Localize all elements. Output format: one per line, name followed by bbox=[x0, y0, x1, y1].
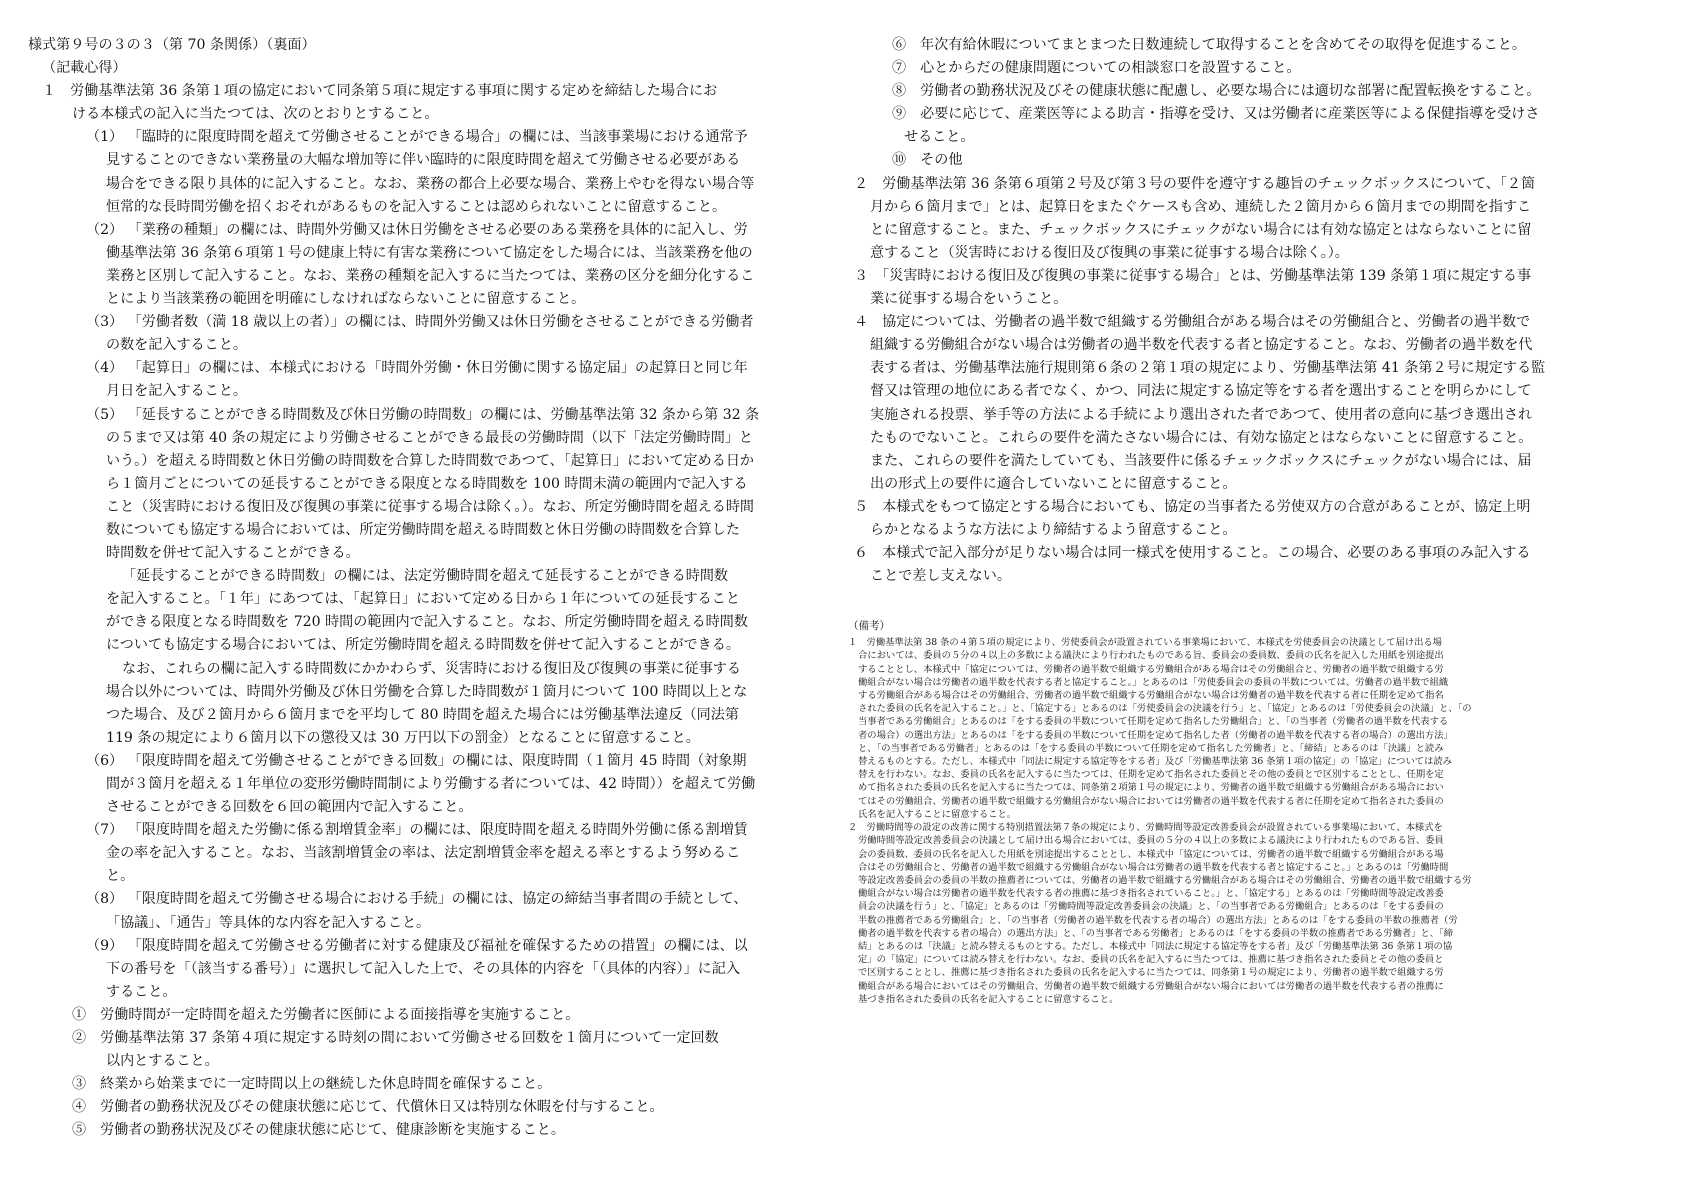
text-line: つた場合、及び２箇月から６箇月までを平均して 80 時間を超えた場合には労働基準法違反（同法第 bbox=[106, 706, 739, 723]
remarks-line: 合はその労働組合と、労働者の過半数で組織する労働組合がない場合は労働者の過半数を代表する者と協定すること。」とあるのは「労働時間 bbox=[858, 861, 1449, 873]
text-line: ⑨ 必要に応じて、産業医等による助言・指導を受け、又は労働者に産業医等による保健指導を受けさ bbox=[892, 106, 1540, 123]
text-line: 時間数を併せて記入することができる。 bbox=[106, 545, 360, 562]
text-line: ける本様式の記入に当たつては、次のとおりとすること。 bbox=[72, 106, 439, 123]
remarks-line: てはその労働組合、労働者の過半数で組織する労働組合がない場合においては労働者の過半数を代表する者に任期を定めて指名された委員の bbox=[858, 795, 1444, 807]
text-line: たものでないこと。これらの要件を満たさない場合には、有効な協定とはならないことに留意すること。 bbox=[870, 429, 1533, 446]
text-line: らかとなるような方法により締結するよう留意すること。 bbox=[870, 521, 1237, 538]
remarks-heading: （備考） bbox=[848, 620, 890, 633]
remarks-line: 氏名を記入することに留意すること。 bbox=[858, 808, 1017, 820]
instructions-right bbox=[848, 34, 1644, 588]
text-line: ⑧ 労働者の勤務状況及びその健康状態に配慮し、必要な場合には適切な部署に配置転換をすること。 bbox=[892, 83, 1541, 100]
text-line: 意すること（災害時における復旧及び復興の事業に従事する場合は除く。）。 bbox=[870, 244, 1349, 261]
text-line: すること。 bbox=[106, 983, 177, 1000]
text-line: 業務と区別して記入すること。なお、業務の種類を記入するに当たつては、業務の区分を細分化するこ bbox=[106, 267, 755, 284]
text-line: （1） 「臨時的に限度時間を超えて労働させることができる場合」の欄には、当該事業場における通常予 bbox=[86, 129, 748, 146]
text-line: ⑤ 労働者の勤務状況及びその健康状態に応じて、健康診断を実施すること。 bbox=[72, 1122, 565, 1139]
remarks-line: された委員の氏名を記入すること。」と、「協定する」とあるのは「労使委員会の決議を行う」と、「協定」とあるのは「労使委員会の決議」と、「の bbox=[858, 703, 1472, 715]
text-line: ⑥ 年次有給休暇についてまとまつた日数連続して取得することを含めてその取得を促進すること。 bbox=[892, 37, 1526, 53]
text-line: 場合をできる限り具体的に記入すること。なお、業務の都合上必要な場合、業務上やむを得ない場合等 bbox=[106, 175, 755, 192]
remarks-line: めて指名された委員の氏名を記入するに当たつては、同条第２項第１号の規定により、労働者の過半数で組織する労働組合がある場合におい bbox=[858, 782, 1444, 794]
remarks-line: 働組合がない場合は労働者の過半数を代表する者の推薦に基づき指名されていること。」と、「協定する」とあるのは「労働時間等設定改善委 bbox=[858, 888, 1444, 900]
remarks-line: 会の委員数、委員の氏名を記入した用紙を別途提出することとし、本様式中「協定については、労働者の過半数で組織する労働組合がある場 bbox=[858, 848, 1444, 860]
text-line: （7） 「限度時間を超えた労働に係る割増賃金率」の欄には、限度時間を超える時間外労働に係る割増賃 bbox=[86, 822, 748, 839]
text-line: 月から６箇月まで」とは、起算日をまたぐケースも含め、連続した２箇月から６箇月までの期間を指すこ bbox=[870, 198, 1532, 215]
text-line: ら１箇月ごとについての延長することができる限度となる時間数を 100 時間未満の範囲内で記入する bbox=[106, 475, 748, 492]
text-line: 恒常的な長時間労働を招くおそれがあるものを記入することは認められないことに留意すること。 bbox=[106, 198, 727, 215]
text-line: ２ 労働基準法第 36 条第６項第２号及び第３号の要件を遵守する趣旨のチェックボックスについて、「２箇 bbox=[854, 175, 1536, 192]
remarks-line: 労働時間等設定改善委員会の決議として届け出る場合においては、委員の５分の４以上の多数による議決により行われたものである旨、委員 bbox=[858, 835, 1444, 847]
text-line: こと（災害時における復旧及び復興の事業に従事する場合は除く。）。なお、所定労働時間を超える時間 bbox=[106, 498, 755, 515]
text-line: 月日を記入すること。 bbox=[106, 383, 247, 400]
text-line: ③ 終業から始業までに一定時間以上の継続した休息時間を確保すること。 bbox=[72, 1076, 552, 1093]
remarks-line: と、「の当事者である労働者」とあるのは「をする委員の半数について任期を定めて指名した労働者」と、「締結」とあるのは「決議」と読み bbox=[858, 742, 1444, 754]
text-line: １ 労働基準法第 36 条第１項の協定において同条第５項に規定する事項に関する定めを締結した場合にお bbox=[42, 83, 718, 100]
text-line: 119 条の規定により６箇月以下の懲役又は 30 万円以下の罰金）となることに留意すること。 bbox=[106, 729, 700, 746]
text-line: ４ 協定については、労働者の過半数で組織する労働組合がある場合はその労働組合と、労働者の過半数で bbox=[854, 314, 1531, 331]
remarks-line: 替えるものとする。ただし、本様式中「同法に規定する協定等をする者」及び「労働基準法第 36 条第１項の協定」の「協定」については読み bbox=[858, 756, 1452, 768]
text-line: 働基準法第 36 条第６項第１号の健康上特に有害な業務について協定をした場合には、当該業務を他の bbox=[106, 244, 753, 261]
text-line: ④ 労働者の勤務状況及びその健康状態に応じて、代償休日又は特別な休暇を付与すること。 bbox=[72, 1099, 664, 1116]
remarks-line: 員会の決議を行う」と、「協定」とあるのは「労働時間等設定改善委員会の決議」と、「の当事者である労働組合」とあるのは「をする委員の bbox=[858, 901, 1444, 913]
remarks-line: １ 労働基準法第 38 条の４第５項の規定により、労使委員会が設置されている事業場において、本様式を労使委員会の決議として届け出る場 bbox=[848, 637, 1442, 649]
text-line: ができる限度となる時間数を 720 時間の範囲内で記入すること。なお、所定労働時間を超える時間数 bbox=[106, 614, 748, 631]
text-line: いう。）を超える時間数と休日労働の時間数を合算した時間数であつて、「起算日」において定める日か bbox=[106, 452, 755, 469]
text-line: ① 労働時間が一定時間を超えた労働者に医師による面接指導を実施すること。 bbox=[72, 1006, 580, 1023]
text-line: の５まで又は第 40 条の規定により労働させることができる最長の労働時間（以下「法定労働時間」と bbox=[106, 429, 754, 446]
text-line: ３ 「災害時における復旧及び復興の事業に従事する場合」とは、労働基準法第 139 条第１項に規定する事 bbox=[854, 267, 1532, 284]
remarks-line: 働組合がある場合においてはその労働組合、労働者の過半数で組織する労働組合がない場合においては労働者の過半数を代表する者の推薦に bbox=[858, 980, 1444, 992]
text-line: 督又は管理の地位にある者でなく、かつ、同法に規定する協定等をする者を選出することを明らかにして bbox=[870, 383, 1532, 400]
text-line: 以内とすること。 bbox=[106, 1053, 219, 1070]
text-line: の数を記入すること。 bbox=[106, 337, 247, 354]
text-line: 表する者は、労働基準法施行規則第６条の２第１項の規定により、労働基準法第 41 条第２号に規定する監 bbox=[870, 360, 1546, 377]
remarks-line: することとし、本様式中「協定については、労働者の過半数で組織する労働組合がある場合はその労働組合と、労働者の過半数で組織する労 bbox=[858, 663, 1444, 675]
remarks-body bbox=[848, 636, 1644, 1006]
text-line: 見することのできない業務量の大幅な増加等に伴い臨時的に限度時間を超えて労働させる必要がある bbox=[106, 152, 741, 169]
remarks-line: 合においては、委員の５分の４以上の多数による議決により行われたものである旨、委員会の委員数、委員の氏名を記入した用紙を別途提出 bbox=[858, 650, 1444, 662]
remarks-line: 働組合がない場合は労働者の過半数を代表する者と協定すること。」とあるのは「労使委員会の委員の半数については、労働者の過半数で組織 bbox=[858, 676, 1449, 688]
text-line: （9） 「限度時間を超えて労働させる労働者に対する健康及び福祉を確保するための措置」の欄には、以 bbox=[86, 937, 748, 954]
text-line: 場合以外については、時間外労働及び休日労働を合算した時間数が１箇月について 100 時間以上とな bbox=[106, 683, 748, 700]
text-line: （4） 「起算日」の欄には、本様式における「時間外労働・休日労働に関する協定届」の起算日と同じ年 bbox=[86, 360, 748, 377]
right-column bbox=[848, 34, 1644, 1006]
text-line: 「延長することができる時間数」の欄には、法定労働時間を超えて延長することができる時間数 bbox=[122, 568, 729, 585]
remarks-line: 当事者である労働組合」とあるのは「をする委員の半数について任期を定めて指名した労働組合」と、「の当事者（労働者の過半数を代表する bbox=[858, 716, 1449, 728]
text-line: （2） 「業務の種類」の欄には、時間外労働又は休日労働をさせる必要のある業務を具体的に記入し、労 bbox=[86, 221, 748, 238]
text-line: とにより当該業務の範囲を明確にしなければならないことに留意すること。 bbox=[106, 291, 586, 308]
remarks-line: 結」とあるのは「決議」と読み替えるものとする。ただし、本様式中「同法に規定する協定等をする者」及び「労働基準法第 36 条第１項の協 bbox=[858, 940, 1453, 952]
text-line: についても協定する場合においては、所定労働時間を超える時間数を併せて記入することができる。 bbox=[106, 637, 740, 654]
remarks-line: 半数の推薦者である労働組合」と、「の当事者（労働者の過半数を代表する者の場合）の選出方法」とあるのは「をする委員の半数の推薦者（労 bbox=[858, 914, 1458, 926]
text-line: を記入すること。「１年」にあつては、「起算日」において定める日から１年についての延長すること bbox=[106, 591, 740, 608]
text-line: （6） 「限度時間を超えて労働させることができる回数」の欄には、限度時間（１箇月 45 時間（対象期 bbox=[86, 752, 747, 769]
text-line: （3） 「労働者数（満 18 歳以上の者）」の欄には、時間外労働又は休日労働をさせることができる労働者 bbox=[86, 314, 754, 331]
text-line: 下の番号を「（該当する番号）」に選択して記入した上で、その具体的内容を「（具体的内容）」に記入 bbox=[106, 960, 740, 977]
remarks-line: ２ 労働時間等の設定の改善に関する特別措置法第７条の規定により、労働時間等設定改善委員会が設置されている事業場において、本様式を bbox=[848, 822, 1443, 834]
text-line: ６ 本様式で記入部分が足りない場合は同一様式を使用すること。この場合、必要のある事項のみ記入する bbox=[854, 545, 1531, 562]
remarks-line: 基づき指名された委員の氏名を記入することに留意すること。 bbox=[858, 993, 1119, 1005]
remarks-line: で区別することとし、推薦に基づき指名された委員の氏名を記入するに当たつては、同条第１号の規定により、労働者の過半数で組織する労 bbox=[858, 967, 1444, 979]
text-line: 間が３箇月を超える１年単位の変形労働時間制により労働する者については、42 時間））を超えて労働 bbox=[106, 776, 756, 792]
text-line: 数についても協定する場合においては、所定労働時間を超える時間数と休日労働の時間数を合算した bbox=[106, 521, 740, 538]
left-column bbox=[28, 34, 816, 1143]
text-line: 業に従事する場合をいうこと。 bbox=[870, 291, 1068, 308]
text-line: とに留意すること。また、チェックボックスにチェックがない場合には有効な協定とはならないことに留 bbox=[870, 221, 1532, 238]
text-line: せること。 bbox=[904, 129, 975, 146]
text-line: 出の形式上の要件に適合していないことに留意すること。 bbox=[870, 475, 1237, 492]
remarks-line: 定」の「協定」については読み替えを行わない。なお、委員の氏名を記入するに当たつては、推薦に基づき指名された委員とその他の委員と bbox=[858, 954, 1444, 966]
text-line: また、これらの要件を満たしていても、当該要件に係るチェックボックスにチェックがない場合には、届 bbox=[870, 452, 1532, 469]
text-line: ② 労働基準法第 37 条第４項に規定する時刻の間において労働させる回数を１箇月について一定回数 bbox=[72, 1030, 719, 1047]
text-line: 組織する労働組合がない場合は労働者の過半数を代表する者と協定すること。なお、労働者の過半数を代 bbox=[870, 337, 1533, 354]
text-line: ⑦ 心とからだの健康問題についての相談窓口を設置すること。 bbox=[892, 60, 1301, 77]
remarks-line: 等設定改善委員会の委員の半数の推薦者については、労働者の過半数で組織する労働組合がある場合はその労働組合、労働者の過半数で組織する労 bbox=[858, 874, 1472, 886]
text-line: ５ 本様式をもつて協定とする場合においても、協定の当事者たる労使双方の合意があることが、協定上明 bbox=[854, 498, 1531, 515]
text-line: と。 bbox=[106, 868, 135, 885]
remarks-line: 替えを行わない。なお、委員の氏名を記入するに当たつては、任期を定めて指名された委員とその他の委員とで区別することとし、任期を定 bbox=[858, 769, 1444, 781]
text-line: 実施される投票、挙手等の方法による手続により選出された者であつて、使用者の意向に基づき選出され bbox=[870, 406, 1533, 423]
text-line: ことで差し支えない。 bbox=[870, 568, 1011, 585]
text-line: なお、これらの欄に記入する時間数にかかわらず、災害時における復旧及び復興の事業に従事する bbox=[122, 660, 741, 677]
remarks-line: 働者の過半数を代表する者の場合）の選出方法」と、「の当事者である労働者」とあるのは「をする委員の半数の推薦者である労働者」と、「締 bbox=[858, 927, 1453, 939]
text-line: させることができる回数を６回の範囲内で記入すること。 bbox=[106, 799, 473, 816]
text-line: ⑩ その他 bbox=[892, 152, 963, 169]
form-header: 様式第９号の３の３（第 70 条関係）（裏面） bbox=[28, 37, 316, 53]
text-line: 「協議」、「通告」等具体的な内容を記入すること。 bbox=[106, 914, 431, 931]
text-line: （8） 「限度時間を超えて労働させる場合における手続」の欄には、協定の締結当事者間の手続として、 bbox=[86, 891, 748, 908]
text-line: （5） 「延長することができる時間数及び休日労働の時間数」の欄には、労働基準法第 32 条から第 32 条 bbox=[86, 406, 760, 423]
remarks-line: 者の場合）の選出方法」とあるのは「をする委員の半数について任期を定めて指名した者（労働者の過半数を代表する者の場合）の選出方法」 bbox=[858, 729, 1453, 741]
remarks-line: する労働組合がある場合はその労働組合、労働者の過半数で組織する労働組合がない場合は労働者の過半数を代表する者に任期を定めて指名 bbox=[858, 690, 1444, 702]
text-line: 金の率を記入すること。なお、当該割増賃金の率は、法定割増賃金率を超える率とするよう努めるこ bbox=[106, 845, 741, 862]
instructions-left bbox=[28, 80, 816, 1142]
notes-heading: （記載心得） bbox=[42, 60, 127, 77]
